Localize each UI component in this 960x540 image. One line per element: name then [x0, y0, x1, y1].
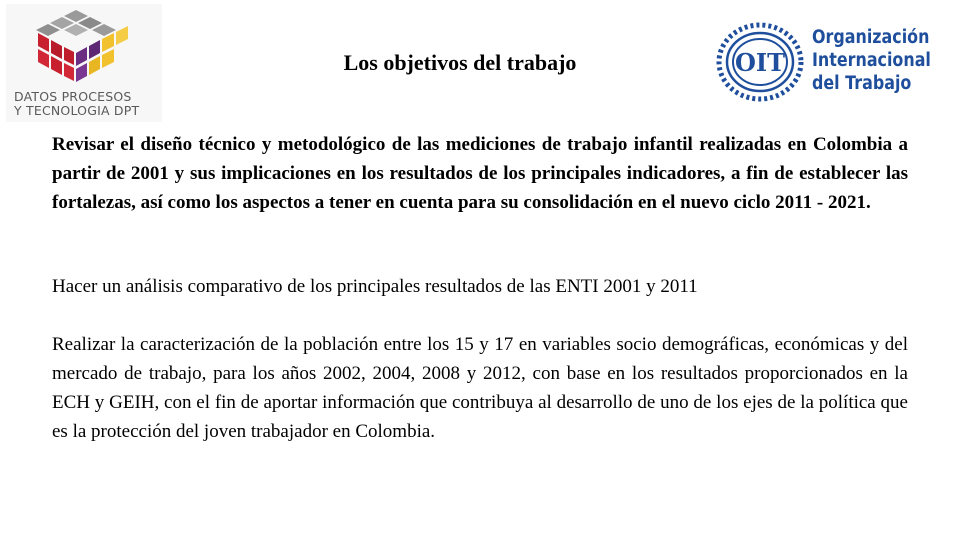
oit-logo-line3: del Trabajo — [812, 73, 912, 94]
objective-paragraph-3: Realizar la caracterización de la población entre los 15 y 17 en variables socio demográficas, económicas y del mercado de trabajo, para los años 2002, 2004, 2008 y 2012, con base en los resultados proporcionados en la ECH y GEIH, con el fin de aportar información que contribuya al desarrollo de uno de los ejes de la política que es la protección del joven trabajador en Colombia. — [52, 334, 908, 442]
dpt-logo-line1: DATOS PROCESOS — [14, 89, 132, 104]
oit-logo-line1: Organización — [812, 27, 930, 48]
objective-paragraph-2: Hacer un análisis comparativo de los principales resultados de las ENTI 2001 y 2011 — [52, 276, 698, 297]
slide-title: Los objetivos del trabajo — [343, 50, 577, 75]
dpt-logo-line2: Y TECNOLOGIA DPT — [14, 103, 140, 118]
svg-text:OIT: OIT — [735, 48, 785, 77]
objective-paragraph-1: Revisar el diseño técnico y metodológico de las mediciones de trabajo infantil realizadas en Colombia a partir de 2001 y sus implicaciones en los resultados de los principales indicadores, a fin de establecer las fortalezas, así como los aspectos a tener en cuenta para su consolidación en el nuevo ciclo 2011 - 2021. — [52, 134, 908, 213]
oit-logo-line2: Internacional — [812, 50, 931, 71]
oit-emblem-icon — [716, 22, 806, 104]
oit-logo-text — [812, 26, 931, 95]
oit-logo — [716, 22, 956, 104]
